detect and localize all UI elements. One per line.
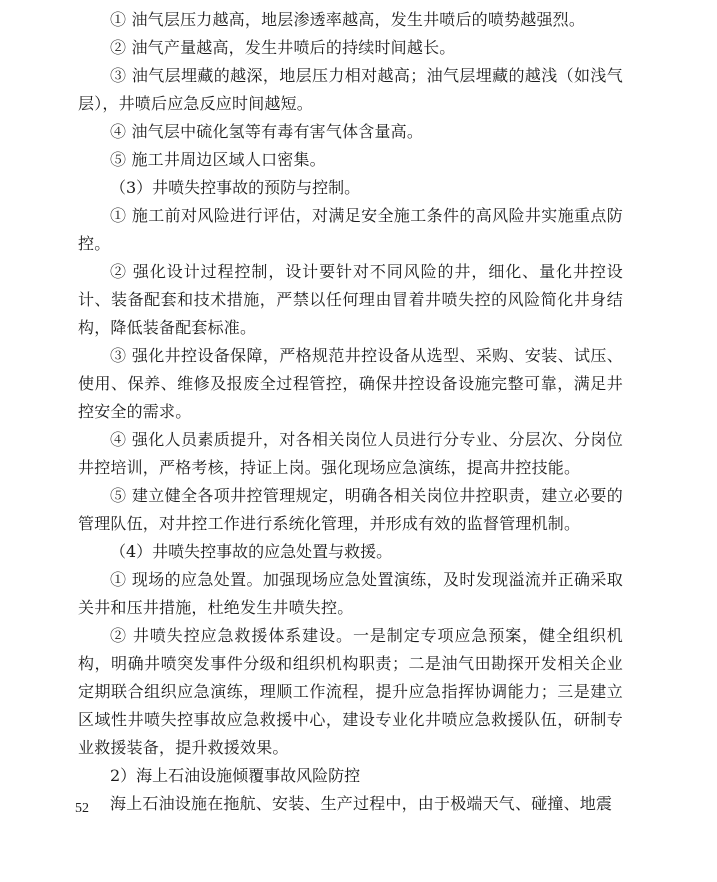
- list-item-onsite-response: ① 现场的应急处置。加强现场应急处置演练，及时发现溢流并正确采取关井和压井措施，杜绝发生井喷失控。: [78, 570, 623, 617]
- section-heading-offshore: 2）海上石油设施倾覆事故风险防控: [110, 766, 361, 785]
- list-item-h2s: ④ 油气层中硫化氢等有毒有害气体含量高。: [110, 122, 424, 141]
- list-item-risk-assessment: ① 施工前对风险进行评估，对满足安全施工条件的高风险井实施重点防控。: [78, 206, 623, 253]
- list-item-regulations: ⑤ 建立健全各项井控管理规定，明确各相关岗位井控职责，建立必要的管理队伍，对井控工作进行系统化管理，并形成有效的监督管理机制。: [78, 486, 623, 533]
- page-number: 52: [75, 801, 89, 816]
- list-item-pressure: ① 油气层压力越高，地层渗透率越高，发生井喷后的喷势越强烈。: [110, 10, 586, 29]
- list-item-equipment: ③ 强化井控设备保障，严格规范井控设备从选型、采购、安装、试压、使用、保养、维修及报废全过程管控，确保井控设备设施完整可靠，满足井控安全的需求。: [78, 346, 623, 421]
- body-text: [78, 6, 623, 818]
- list-item-production: ② 油气产量越高，发生井喷后的持续时间越长。: [110, 38, 456, 57]
- list-item-population: ⑤ 施工井周边区域人口密集。: [110, 150, 326, 169]
- list-item-depth: ③ 油气层埋藏的越深，地层压力相对越高；油气层埋藏的越浅（如浅气层），井喷后应急反应时间越短。: [78, 66, 623, 113]
- section-heading-prevention: （3）井喷失控事故的预防与控制。: [110, 178, 361, 197]
- list-item-design-control: ② 强化设计过程控制，设计要针对不同风险的井，细化、量化井控设计、装备配套和技术措施，严禁以任何理由冒着井喷失控的风险简化井身结构，降低装备配套标准。: [78, 262, 623, 337]
- paragraph-offshore: 海上石油设施在拖航、安装、生产过程中，由于极端天气、碰撞、地震: [110, 794, 613, 813]
- list-item-personnel: ④ 强化人员素质提升，对各相关岗位人员进行分专业、分层次、分岗位井控培训，严格考核，持证上岗。强化现场应急演练，提高井控技能。: [78, 430, 623, 477]
- section-heading-emergency: （4）井喷失控事故的应急处置与救援。: [110, 542, 393, 561]
- list-item-rescue-system: ② 井喷失控应急救援体系建设。一是制定专项应急预案，健全组织机构，明确井喷突发事件分级和组织机构职责；二是油气田勘探开发相关企业定期联合组织应急演练，理顺工作流程，提升应急指挥协调能力；三是建立区域性井喷失控事故应急救援中心，建设专业化井喷应急救援队伍，研制专业救援装备，提升救援效果。: [78, 626, 623, 757]
